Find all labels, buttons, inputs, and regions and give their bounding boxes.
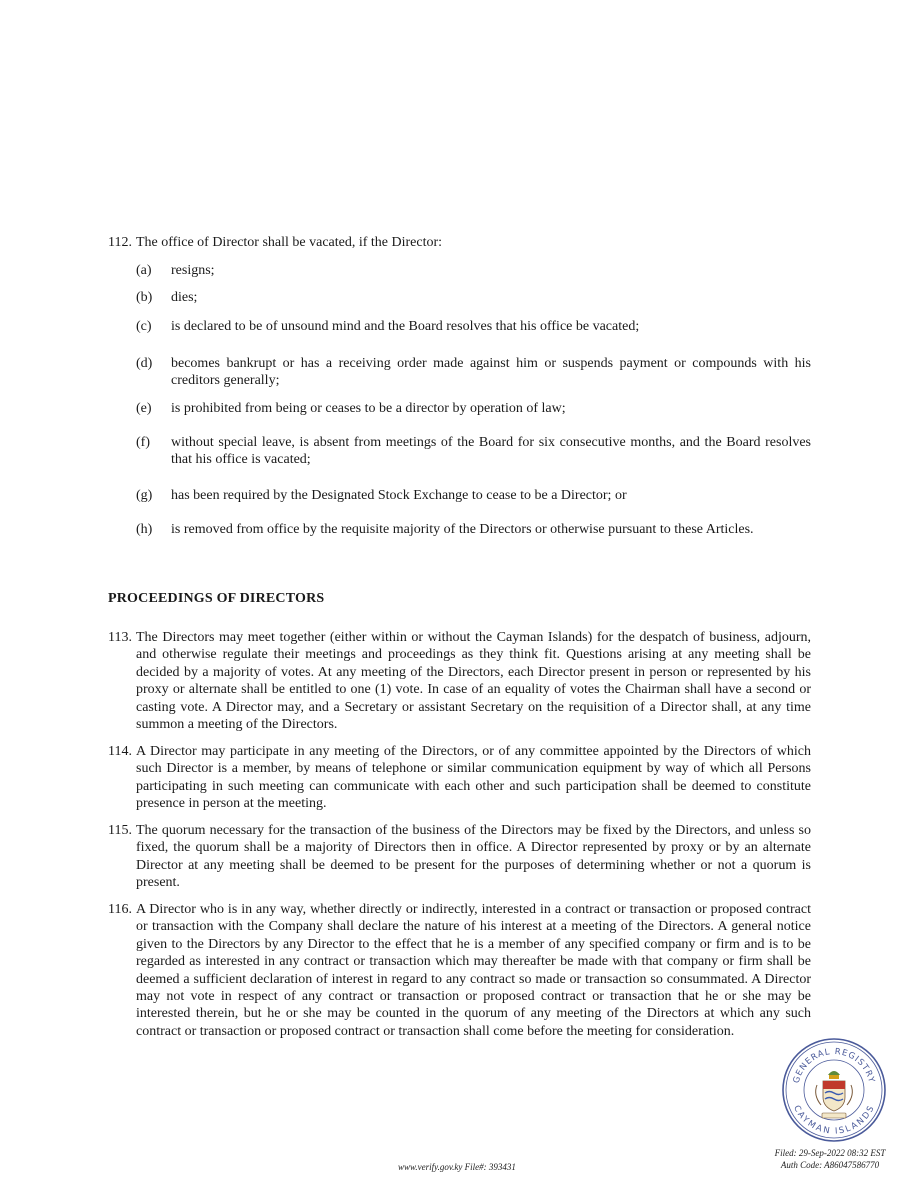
- verify-url: www.verify.gov.ky File#: 393431: [398, 1162, 516, 1172]
- clause-label: (a): [136, 263, 152, 278]
- clause-h: [136, 521, 811, 538]
- clause-text: resigns;: [171, 263, 215, 278]
- clause-label: (d): [136, 356, 153, 371]
- article-text: The Directors may meet together (either within or without the Cayman Islands) for the despatch of business, adjourn, and otherwise regulate their meetings and proceedings as they think fit. Questions arising at any meeting shall be decided by a majority of votes. At any meeting of the Directors, each Director present in person or represented by his proxy or alternate shall be entitled to one (1) vote. In case of an equality of votes the Chairman shall have a second or casting vote. A Director may, and a Secretary or assistant Secretary on the requisition of a Director shall, at any time summon a meeting of the Directors.: [136, 630, 811, 733]
- article-114: [108, 743, 811, 813]
- clause-c: [136, 318, 811, 335]
- section-heading: PROCEEDINGS OF DIRECTORS: [108, 591, 325, 606]
- filing-info: [760, 1147, 900, 1171]
- auth-code: Auth Code: A86047586770: [780, 1160, 880, 1170]
- clause-text: is declared to be of unsound mind and the Board resolves that his office be vacated;: [171, 319, 640, 334]
- clause-text: without special leave, is absent from meetings of the Board for six consecutive months, and the Board resolves that his office is vacated;: [171, 435, 811, 468]
- article-text: A Director who is in any way, whether directly or indirectly, interested in a contract or transaction or proposed contract or transaction with the Company shall declare the nature of his interest at a meeting of the Directors. A general notice given to the Directors by any Director to the effect that he is a member of any specified company or firm and is to be regarded as interested in any contract or transaction which may thereafter be made with that company or firm shall be deemed a sufficient declaration of interest in regard to any contract so made or transaction so consummated. A Director may not vote in respect of any contract or transaction or proposed contract or transaction that he or she may be interested therein, but he or she may be counted in the quorum of any meeting of the Directors at which any such contract or transaction or proposed contract or transaction shall come before the meeting for consideration.: [136, 902, 811, 1039]
- article-number: 114.: [108, 744, 132, 759]
- clause-d: [136, 355, 811, 390]
- clause-label: (g): [136, 488, 153, 503]
- filed-timestamp: Filed: 29-Sep-2022 08:32 EST: [774, 1148, 886, 1158]
- clause-label: (b): [136, 290, 153, 305]
- clause-g: [136, 487, 811, 504]
- clause-e: [136, 400, 811, 417]
- clause-f: [136, 434, 811, 469]
- article-text: A Director may participate in any meeting of the Directors, or of any committee appointed by the Directors of which such Director is a member, by means of telephone or similar communication equipment by way of which all Persons participating in such meeting can communicate with each other and such participation shall be deemed to constitute presence in person at the meeting.: [136, 744, 811, 812]
- article-text: The quorum necessary for the transaction of the business of the Directors may be fixed by the Directors, and unless so fixed, the quorum shall be a majority of Directors then in office. A Director represented by proxy or by an alternate Director at any meeting shall be deemed to be present for the purposes of determining whether or not a quorum is present.: [136, 823, 811, 891]
- clause-text: dies;: [171, 290, 198, 305]
- article-112: [108, 234, 811, 251]
- seal-bottom-text: CAYMAN ISLANDS: [791, 1103, 877, 1137]
- article-113: [108, 629, 811, 733]
- clause-b: [136, 289, 811, 306]
- clause-text: becomes bankrupt or has a receiving order made against him or suspends payment or compounds with his creditors generally;: [171, 356, 811, 389]
- article-number: 115.: [108, 823, 132, 838]
- article-115: [108, 822, 811, 892]
- clause-label: (e): [136, 401, 152, 416]
- clause-text: has been required by the Designated Stock Exchange to cease to be a Director; or: [171, 488, 627, 503]
- clause-label: (f): [136, 435, 150, 450]
- registry-seal-icon: [781, 1037, 887, 1143]
- article-number: 116.: [108, 902, 132, 917]
- seal-top-text: GENERAL REGISTRY: [791, 1046, 877, 1085]
- clause-text: is removed from office by the requisite majority of the Directors or otherwise pursuant to these Articles.: [171, 522, 754, 537]
- clause-a: [136, 262, 811, 279]
- clause-text: is prohibited from being or ceases to be a director by operation of law;: [171, 401, 566, 416]
- clause-label: (c): [136, 319, 152, 334]
- article-number: 112.: [108, 235, 132, 250]
- article-number: 113.: [108, 630, 132, 645]
- article-116: [108, 901, 811, 1040]
- article-text: The office of Director shall be vacated, if the Director:: [136, 235, 443, 250]
- clause-label: (h): [136, 522, 153, 537]
